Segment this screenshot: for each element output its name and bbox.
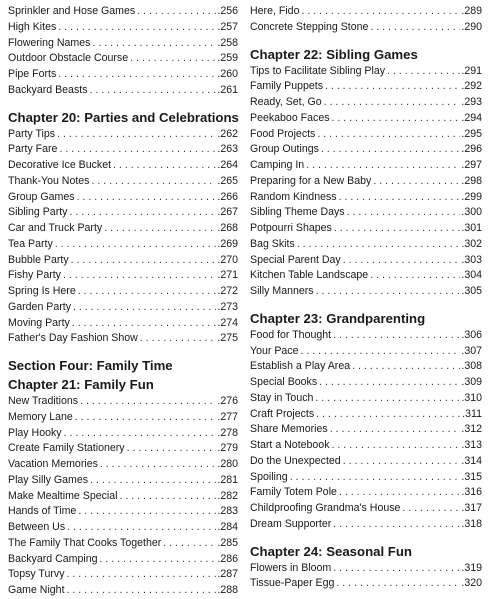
toc-entry-page: .260 xyxy=(217,68,238,80)
dot-leader xyxy=(67,520,216,536)
toc-entry-title: Sibling Theme Days xyxy=(250,206,345,219)
dot-leader xyxy=(297,237,461,253)
dot-leader xyxy=(78,504,216,520)
toc-entry-title: New Traditions xyxy=(8,395,79,407)
toc-entry-page: .273 xyxy=(217,300,238,313)
dot-leader xyxy=(69,205,216,221)
toc-entry-title: Random Kindness xyxy=(250,190,337,203)
toc-entry xyxy=(250,268,482,284)
toc-entry-page: .265 xyxy=(217,174,238,187)
toc-entry xyxy=(8,221,238,237)
toc-entry xyxy=(250,438,482,454)
toc-entry-title: Preparing for a New Baby xyxy=(250,174,372,187)
toc-entry xyxy=(8,67,238,83)
toc-entry-title: Tea Party xyxy=(8,237,53,250)
toc-entry-title: Bag Skits xyxy=(250,237,295,250)
toc-entry xyxy=(8,4,238,20)
dot-leader xyxy=(92,36,216,52)
dot-leader xyxy=(334,221,461,237)
toc-entry-page: .274 xyxy=(217,316,238,329)
toc-entry xyxy=(250,158,482,174)
toc-entry-title: Stay in Touch xyxy=(250,391,314,404)
toc-entry-page: .287 xyxy=(217,568,238,581)
toc-entry-page: .318 xyxy=(461,517,482,530)
toc-entry-page: .307 xyxy=(461,344,482,357)
toc-entry xyxy=(250,470,482,486)
toc-entry-title: Peekaboo Faces xyxy=(250,111,330,124)
toc-entry xyxy=(8,300,238,316)
toc-entry xyxy=(250,111,482,127)
dot-leader xyxy=(58,20,216,36)
toc-entry-title: Concrete Stepping Stone xyxy=(250,20,369,33)
dot-leader xyxy=(90,83,217,99)
dot-leader xyxy=(347,205,461,221)
toc-entry-title: Sibling Party xyxy=(8,206,68,219)
toc-entry-title: Flowers in Bloom xyxy=(250,561,332,574)
toc-entry xyxy=(8,142,238,158)
toc-entry xyxy=(8,489,238,505)
toc-entry xyxy=(250,561,482,577)
toc-entry xyxy=(250,79,482,95)
toc-entry-title: Share Memories xyxy=(250,423,328,436)
toc-entry-title: Memory Lane xyxy=(8,410,73,423)
dot-leader xyxy=(71,253,217,269)
toc-entry-page: .303 xyxy=(461,253,482,266)
toc-entry-title: Camping In xyxy=(250,159,305,171)
toc-entry-page: .309 xyxy=(461,376,482,388)
toc-entry-page: .282 xyxy=(217,489,238,502)
toc-entry-page: .258 xyxy=(217,36,238,49)
dot-leader xyxy=(333,328,460,344)
toc-entry-page: .320 xyxy=(461,577,482,590)
dot-leader xyxy=(73,300,216,316)
toc-entry-title: Group Outings xyxy=(250,143,319,156)
toc-entry xyxy=(8,316,238,332)
toc-entry xyxy=(250,284,482,300)
toc-entry-page: .278 xyxy=(217,426,238,439)
toc-entry xyxy=(250,253,482,269)
toc-entry-page: .315 xyxy=(461,470,482,483)
dot-leader xyxy=(324,95,461,111)
toc-entry-title: Car and Truck Party xyxy=(8,222,103,234)
dot-leader xyxy=(80,394,216,410)
toc-entry-page: .311 xyxy=(462,407,482,420)
dot-leader xyxy=(90,473,216,489)
dot-leader xyxy=(77,190,217,206)
toc-entry-title: The Family That Cooks Together xyxy=(8,536,162,549)
dot-leader xyxy=(120,489,217,505)
dot-leader xyxy=(67,567,217,583)
toc-entry xyxy=(8,174,238,190)
toc-entry xyxy=(8,20,238,36)
dot-leader xyxy=(387,64,460,80)
toc-entry-page: .286 xyxy=(217,552,238,565)
toc-entry-title: Backyard Camping xyxy=(8,552,98,565)
toc-entry xyxy=(8,268,238,284)
toc-entry-page: .263 xyxy=(217,143,238,156)
toc-entry-title: Play Silly Games xyxy=(8,473,89,486)
dot-leader xyxy=(55,237,217,253)
toc-entry-page: .302 xyxy=(461,237,482,250)
toc-entry-page: .304 xyxy=(461,269,482,282)
dot-leader xyxy=(163,536,216,552)
toc-entry xyxy=(250,174,482,190)
toc-entry-title: Special Parent Day xyxy=(250,253,341,266)
toc-entry-page: .256 xyxy=(217,5,238,17)
dot-leader xyxy=(301,4,460,20)
toc-entry-title: Garden Party xyxy=(8,300,72,313)
toc-entry-page: .280 xyxy=(217,458,238,470)
toc-entry xyxy=(250,517,482,533)
toc-entry-page: .277 xyxy=(217,410,238,423)
toc-entry xyxy=(250,127,482,143)
toc-entry-title: Do the Unexpected xyxy=(250,454,341,467)
toc-entry-page: .289 xyxy=(461,5,482,17)
toc-entry xyxy=(250,375,482,391)
dot-leader xyxy=(91,174,216,190)
toc-entry-title: Ready, Set, Go xyxy=(250,96,322,108)
dot-leader xyxy=(64,426,217,442)
section-heading: Section Four: Family Time xyxy=(8,358,173,373)
toc-entry-title: Special Books xyxy=(250,376,318,388)
toc-entry-title: Flowering Names xyxy=(8,36,91,49)
toc-entry-title: Game Night xyxy=(8,584,65,596)
chapter-heading: Chapter 20: Parties and Celebrations xyxy=(8,109,239,125)
toc-list xyxy=(250,4,482,36)
toc-entry-page: .313 xyxy=(461,439,482,451)
toc-entry-title: Create Family Stationery xyxy=(8,442,125,455)
toc-entry xyxy=(8,253,238,269)
toc-entry xyxy=(8,83,238,99)
toc-entry-page: .310 xyxy=(461,391,482,404)
toc-entry-title: Kitchen Table Landscape xyxy=(250,269,369,282)
dot-leader xyxy=(352,359,460,375)
toc-entry-title: Potpourri Shapes xyxy=(250,222,332,234)
toc-entry-page: .316 xyxy=(461,486,482,499)
toc-entry-title: Start a Notebook xyxy=(250,439,330,451)
dot-leader xyxy=(370,268,460,284)
toc-list xyxy=(8,4,238,99)
toc-entry-page: .288 xyxy=(217,584,238,596)
dot-leader xyxy=(373,174,460,190)
dot-leader xyxy=(343,454,461,470)
toc-list xyxy=(250,328,482,533)
dot-leader xyxy=(59,142,216,158)
toc-entry xyxy=(250,391,482,407)
toc-entry-title: Party Fare xyxy=(8,143,58,156)
toc-entry-page: .293 xyxy=(461,96,482,108)
toc-entry-page: .259 xyxy=(217,52,238,65)
toc-entry-title: Food for Thought xyxy=(250,328,332,341)
dot-leader xyxy=(100,552,217,568)
toc-entry-page: .306 xyxy=(461,328,482,341)
toc-entry xyxy=(8,504,238,520)
toc-left-column xyxy=(8,4,238,599)
toc-entry-page: .291 xyxy=(461,64,482,77)
toc-entry-page: .297 xyxy=(461,159,482,171)
toc-entry xyxy=(8,410,238,426)
dot-leader xyxy=(137,4,216,20)
toc-entry xyxy=(250,422,482,438)
toc-entry xyxy=(8,394,238,410)
toc-entry xyxy=(250,205,482,221)
toc-entry-title: Establish a Play Area xyxy=(250,360,351,373)
dot-leader xyxy=(402,501,460,517)
toc-entry xyxy=(8,190,238,206)
chapter-heading: Chapter 22: Sibling Games xyxy=(250,46,418,62)
toc-entry xyxy=(250,501,482,517)
toc-entry-page: .272 xyxy=(217,285,238,297)
toc-entry-title: Tips to Facilitate Sibling Play xyxy=(250,64,386,77)
toc-right-column xyxy=(250,4,482,592)
toc-entry-title: Food Projects xyxy=(250,127,316,140)
toc-entry-title: Outdoor Obstacle Course xyxy=(8,52,129,65)
toc-entry xyxy=(250,95,482,111)
toc-entry-title: Thank-You Notes xyxy=(8,174,90,187)
toc-entry-title: Tissue-Paper Egg xyxy=(250,577,335,590)
toc-entry-page: .294 xyxy=(461,111,482,124)
dot-leader xyxy=(67,583,217,599)
toc-entry-title: Family Totem Pole xyxy=(250,486,337,499)
toc-entry xyxy=(250,237,482,253)
toc-entry-page: .269 xyxy=(217,237,238,250)
toc-list xyxy=(8,394,238,599)
dot-leader xyxy=(63,268,216,284)
toc-entry-page: .283 xyxy=(217,505,238,518)
toc-entry-page: .268 xyxy=(217,222,238,234)
toc-entry-page: .317 xyxy=(461,502,482,514)
toc-entry-title: Topsy Turvy xyxy=(8,568,65,581)
toc-entry-page: .308 xyxy=(461,360,482,373)
toc-entry-title: Make Mealtime Special xyxy=(8,489,118,502)
dot-leader xyxy=(315,391,460,407)
toc-entry xyxy=(8,284,238,300)
toc-entry xyxy=(250,20,482,36)
dot-leader xyxy=(301,344,461,360)
dot-leader xyxy=(75,410,217,426)
toc-entry xyxy=(8,331,238,347)
toc-entry-title: Father's Day Fashion Show xyxy=(8,332,138,345)
toc-entry-title: Decorative Ice Bucket xyxy=(8,159,112,171)
dot-leader xyxy=(113,158,216,174)
toc-entry-page: .284 xyxy=(217,521,238,533)
dot-leader xyxy=(57,127,216,143)
toc-entry-page: .312 xyxy=(461,423,482,436)
dot-leader xyxy=(130,51,216,67)
toc-entry xyxy=(8,520,238,536)
dot-leader xyxy=(321,142,460,158)
dot-leader xyxy=(332,111,461,127)
toc-entry-page: .319 xyxy=(461,561,482,574)
toc-entry-title: Spring Is Here xyxy=(8,285,76,297)
toc-entry-page: .257 xyxy=(217,20,238,33)
toc-entry-page: .270 xyxy=(217,253,238,266)
toc-entry-page: .299 xyxy=(461,190,482,203)
toc-entry-title: Here, Fido xyxy=(250,5,300,17)
chapter-heading: Chapter 24: Seasonal Fun xyxy=(250,543,412,559)
toc-entry xyxy=(8,36,238,52)
toc-entry xyxy=(8,536,238,552)
dot-leader xyxy=(104,221,216,237)
toc-entry xyxy=(250,454,482,470)
toc-entry-page: .295 xyxy=(461,127,482,140)
toc-entry-page: .281 xyxy=(217,473,238,486)
dot-leader xyxy=(332,438,461,454)
dot-leader xyxy=(72,316,217,332)
toc-entry xyxy=(8,441,238,457)
toc-entry-title: Silly Manners xyxy=(250,285,314,297)
toc-entry-page: .279 xyxy=(217,442,238,455)
toc-entry xyxy=(250,344,482,360)
toc-entry-title: Moving Party xyxy=(8,316,70,329)
toc-entry-title: Bubble Party xyxy=(8,253,69,266)
toc-entry-page: .290 xyxy=(461,20,482,33)
toc-entry xyxy=(250,576,482,592)
toc-entry xyxy=(8,158,238,174)
toc-entry xyxy=(250,359,482,375)
toc-entry-title: High Kites xyxy=(8,20,57,33)
toc-entry-title: Childproofing Grandma's House xyxy=(250,502,401,514)
toc-entry-title: Craft Projects xyxy=(250,407,315,420)
dot-leader xyxy=(339,485,460,501)
toc-entry xyxy=(250,190,482,206)
toc-entry xyxy=(250,221,482,237)
toc-entry xyxy=(8,567,238,583)
dot-leader xyxy=(316,284,461,300)
dot-leader xyxy=(330,422,461,438)
toc-entry-page: .276 xyxy=(217,395,238,407)
toc-entry-title: Group Games xyxy=(8,190,75,203)
dot-leader xyxy=(325,79,460,95)
toc-entry xyxy=(8,127,238,143)
toc-entry xyxy=(250,142,482,158)
toc-entry-page: .264 xyxy=(217,159,238,171)
toc-entry-title: Hands of Time xyxy=(8,505,77,518)
dot-leader xyxy=(333,517,460,533)
toc-entry-title: Family Puppets xyxy=(250,80,324,93)
toc-entry-page: .267 xyxy=(217,206,238,219)
dot-leader xyxy=(343,253,461,269)
toc-entry-page: .296 xyxy=(461,143,482,156)
dot-leader xyxy=(140,331,217,347)
toc-entry xyxy=(250,64,482,80)
toc-entry-page: .285 xyxy=(217,536,238,549)
toc-entry xyxy=(8,457,238,473)
toc-entry-page: .271 xyxy=(217,269,238,282)
dot-leader xyxy=(316,407,461,423)
chapter-heading: Chapter 21: Family Fun xyxy=(8,377,154,392)
toc-list xyxy=(8,127,238,348)
dot-leader xyxy=(100,457,216,473)
toc-entry-page: .262 xyxy=(217,127,238,140)
toc-entry-page: .300 xyxy=(461,206,482,219)
toc-entry xyxy=(250,407,482,423)
chapter-heading: Chapter 23: Grandparenting xyxy=(250,310,426,326)
toc-entry xyxy=(8,51,238,67)
toc-entry-title: Spoiling xyxy=(250,470,288,483)
toc-entry-title: Dream Supporter xyxy=(250,517,332,530)
toc-entry xyxy=(250,4,482,20)
toc-entry-title: Between Us xyxy=(8,521,66,533)
toc-entry xyxy=(250,328,482,344)
toc-entry-title: Backyard Beasts xyxy=(8,83,88,96)
toc-entry-title: Vacation Memories xyxy=(8,458,98,470)
toc-entry xyxy=(8,583,238,599)
toc-entry-title: Your Pace xyxy=(250,344,299,357)
dot-leader xyxy=(319,375,460,391)
toc-entry-page: .301 xyxy=(461,222,482,234)
dot-leader xyxy=(127,441,217,457)
toc-entry xyxy=(8,473,238,489)
dot-leader xyxy=(336,576,460,592)
toc-entry xyxy=(8,552,238,568)
toc-entry-page: .292 xyxy=(461,80,482,93)
toc-list xyxy=(250,561,482,593)
toc-entry-title: Pipe Forts xyxy=(8,68,57,80)
toc-entry xyxy=(250,485,482,501)
toc-entry-page: .305 xyxy=(461,285,482,297)
dot-leader xyxy=(370,20,460,36)
dot-leader xyxy=(317,127,460,143)
toc-entry xyxy=(8,426,238,442)
toc-entry xyxy=(8,237,238,253)
toc-entry-title: Sprinkler and Hose Games xyxy=(8,5,136,17)
dot-leader xyxy=(58,67,216,83)
toc-entry-title: Party Tips xyxy=(8,127,56,140)
toc-entry-page: .275 xyxy=(217,332,238,345)
dot-leader xyxy=(290,470,461,486)
toc-entry-page: .314 xyxy=(461,454,482,467)
toc-entry-page: .266 xyxy=(217,190,238,203)
toc-list xyxy=(250,64,482,300)
dot-leader xyxy=(333,561,460,577)
dot-leader xyxy=(78,284,217,300)
toc-entry xyxy=(8,205,238,221)
toc-entry-page: .261 xyxy=(217,83,238,96)
toc-entry-title: Play Hooky xyxy=(8,426,62,439)
toc-entry-title: Fishy Party xyxy=(8,269,61,282)
dot-leader xyxy=(339,190,461,206)
dot-leader xyxy=(306,158,460,174)
toc-entry-page: .298 xyxy=(461,174,482,187)
